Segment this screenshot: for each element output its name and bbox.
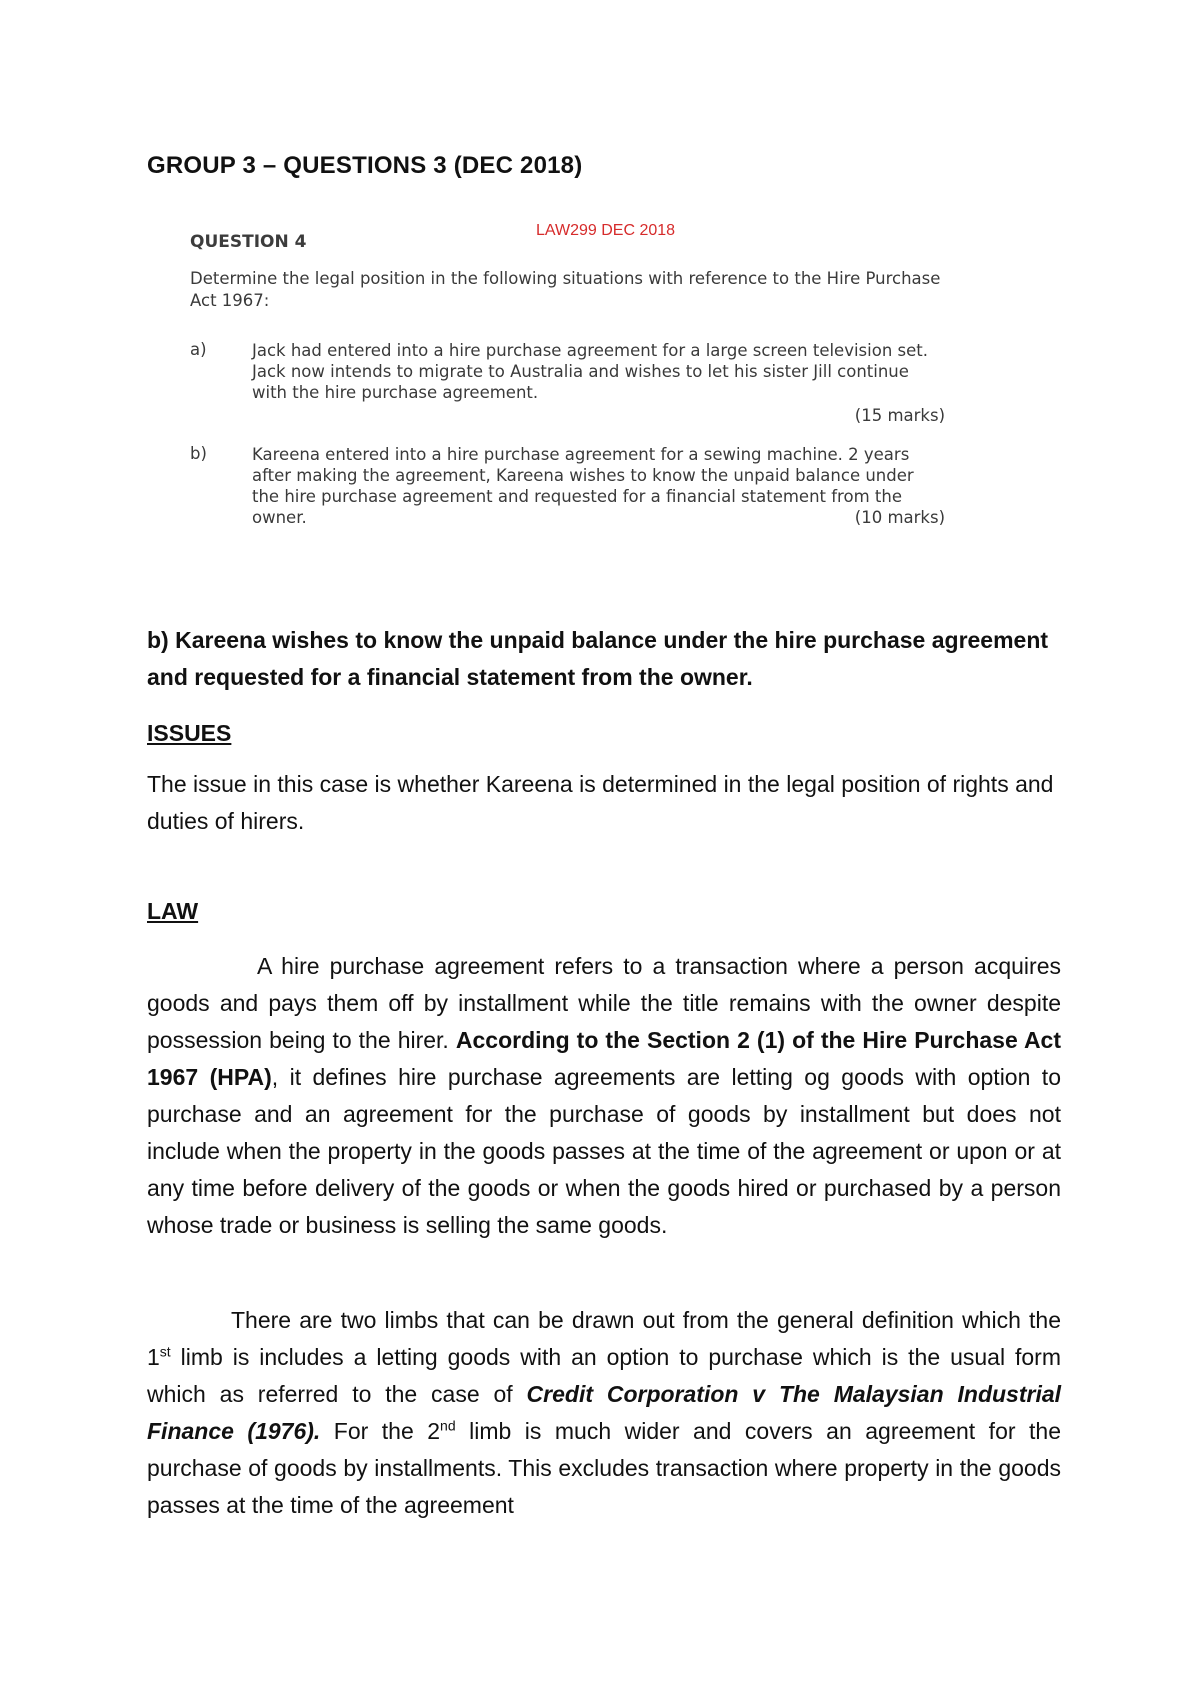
part-b-text: Kareena entered into a hire purchase agreement for a sewing machine. 2 years after making the agreement, Kareena wishes to know the unpaid balance under the hire purchase agreement and requested for a financial statement from the owner. bbox=[252, 445, 914, 527]
law-paragraph-1 bbox=[147, 948, 1061, 1244]
question-heading: QUESTION 4 bbox=[190, 232, 307, 252]
part-a-letter: a) bbox=[190, 340, 207, 359]
case-citation: Credit Corporation v The Malaysian Industrial Finance (1976). bbox=[147, 1381, 1062, 1444]
law-heading: LAW bbox=[147, 898, 199, 924]
ordinal-suffix-2nd: nd bbox=[440, 1417, 456, 1434]
subquestion-heading: b) Kareena wishes to know the unpaid balance under the hire purchase agreement and requested for a financial statement from the owner. bbox=[147, 627, 1049, 690]
scanned-question-image bbox=[190, 216, 950, 536]
law-p1-text-b: , it defines hire purchase agreements are letting og goods with option to purchase and an agreement for the purchase of goods by installment but does not include when the property in the goods passes at the time of the agreement or upon or at any time before delivery of the goods or when the goods hired or purchased by a person whose trade or business is selling the same goods. bbox=[147, 1064, 1061, 1238]
law-p2-text-b: limb is includes a letting goods with an option to purchase which is the usual form which as referred to the case of bbox=[147, 1344, 1061, 1407]
part-a-text: Jack had entered into a hire purchase agreement for a large screen television set. Jack now intends to migrate to Australia and wishes to let his sister Jill continue with the hire purchase agreement. bbox=[252, 341, 929, 402]
course-stamp: LAW299 DEC 2018 bbox=[536, 222, 676, 239]
part-a-marks: (15 marks) bbox=[854, 406, 945, 425]
part-b-letter: b) bbox=[190, 444, 207, 463]
issues-paragraph: The issue in this case is whether Kareena is determined in the legal position of rights and duties of hirers. bbox=[147, 771, 1054, 834]
law-p1-text-a: A hire purchase agreement refers to a transaction where a person acquires goods and pays them off by installment while the title remains with the owner despite possession being to the hirer. bbox=[147, 953, 1061, 1053]
law-p2-text-c: For the 2 bbox=[320, 1418, 441, 1444]
ordinal-suffix-1st: st bbox=[159, 1343, 171, 1360]
law-paragraph-2 bbox=[147, 1302, 1061, 1524]
law-p2-text-d: limb is much wider and covers an agreement for the purchase of goods by installments. This excludes transaction where property in the goods passes at the time of the agreement bbox=[147, 1418, 1061, 1518]
issues-heading: ISSUES bbox=[147, 720, 232, 746]
part-b-marks: (10 marks) bbox=[854, 508, 945, 527]
law-p2-text-a: There are two limbs that can be drawn out from the general definition which the 1 bbox=[147, 1307, 1061, 1370]
page-title: GROUP 3 – QUESTIONS 3 (DEC 2018) bbox=[147, 152, 583, 179]
statute-reference: According to the Section 2 (1) of the Hire Purchase Act 1967 (HPA) bbox=[147, 1027, 1062, 1090]
question-instructions: Determine the legal position in the following situations with reference to the Hire Purchase Act 1967: bbox=[190, 269, 941, 310]
